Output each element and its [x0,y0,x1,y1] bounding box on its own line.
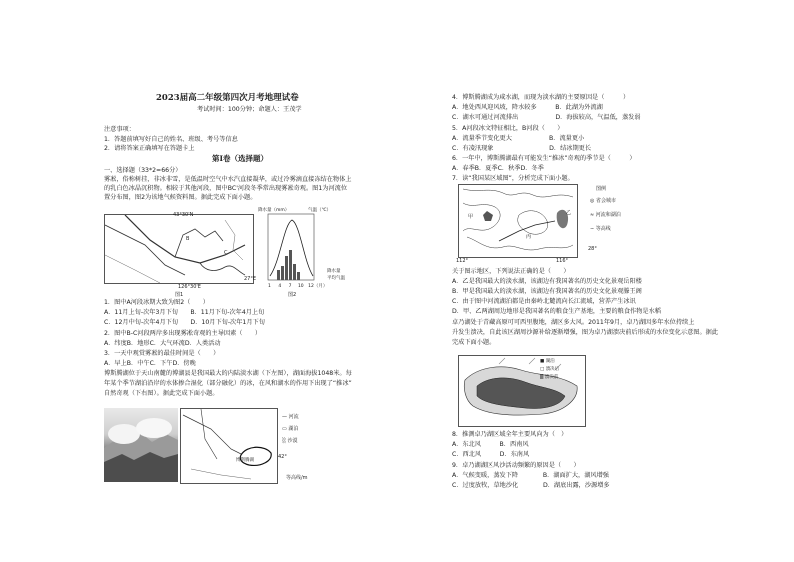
question-line: 8．推测卓乃湖区域全年主要风向为（ ） [452,431,568,438]
figure-caption: 图1 [175,292,184,298]
intro-line: 博斯腾湖位于天山南麓的博湖县是我国最大的内陆淡水湖（下左图），湖面海拔1048米。每 [104,370,352,377]
legend-label: 等高线 [595,226,611,232]
question-line: C．12月中旬-次年4月下旬 D．10月下旬-次年1月下旬 [104,319,265,326]
map-side-label: 27°E [244,276,257,282]
notes-item: 2．请将答案正确填写在答题卡上 [104,145,195,152]
legend-label: 河流和湖泊 [595,212,621,218]
question-line: A．地处西风迎风坡，降水较多 B．此湖为外流湖 [452,104,603,111]
question-line: A．早上B．中午C．下午D．傍晚 [104,360,196,367]
map-latitude-label: 42° [278,454,287,460]
legend-after: □ 溃决后 [540,367,560,372]
map-label-b: B [186,236,190,242]
question-line: A．春季B．夏季C．秋季D．冬季 [452,165,544,172]
legend-label: 沙漠 [287,438,298,444]
page-title: 2023届高二年级第四次月考地理试卷 [156,93,299,103]
map-longitude-label: 112° [456,258,469,264]
question-line: 9．卓乃湖湖区风沙活动频繁的原因是（ ） [452,462,580,469]
zhuonai-lake-map [458,355,586,427]
map-longitude-label: 126°30'E [178,284,201,290]
intro-line: 卓乃湖处于青藏高原可可西里腹地，湖区多大风。2011年9月，卓乃湖因多年水位持续上 [452,319,695,326]
x-tick: 1 [268,284,271,289]
intro-line: 置分布图，图2为该地气候资料图。据此完成下面小题。 [104,194,257,201]
question-line: A．流量季节变化更大 B．流量更小 [452,135,585,142]
lake-label: 博斯腾湖 [236,458,254,463]
legend-title: 图例 [596,186,607,192]
chart-legend-line: 平均气温 [327,276,345,281]
question-line: B．甲是我国最大的淡水湖，该湖边有我国著名的历史文化景观滕王阁 [452,288,642,295]
intro-line: 年某个季节湖泊沿岸的水体掺合湿化（部分融化）的冰，在风和湖水的作用下出现了“推冰” [104,380,352,387]
question-line: 6．一年中，博斯腾湖最有可能发生“推冰”奇观的季节是（ ） [452,155,636,162]
map-longitude-label: 116° [556,258,569,264]
question-line: 7．读“我国某区域图”，分析完成下面小题。 [452,175,574,182]
legend-label: 湖泊 [288,426,299,432]
x-tick: 10 [297,284,304,289]
intro-line: 雾凇，俗称树挂，非冰非雪，是低温时空气中水汽直接凝华，或过冷雾滴直接冻结在物体上 [104,176,352,183]
chart-x-ticks [268,283,327,290]
question-line: 5．A河段冰文特征相比，B河段（ ） [452,125,564,132]
river-location-map [104,214,257,284]
legend-label: 河流 [288,414,299,420]
map-label-jia: 甲 [468,214,474,220]
legend-lake: ■ 湖泊 [540,359,555,364]
intro-line: 的乳白色冰晶沉积物。相较于其他河段，图中BC'河段冬季常出现雾凇奇观。图1为河流位 [104,185,348,192]
question-line: C．有凌汛现象 D．结冰期更长 [452,145,592,152]
intro-line: 完成下面小题。 [452,339,496,346]
legend-contour: ∽ 等高线 [590,226,611,232]
legend-before: ▒ 溃决前 [540,375,559,380]
question-line: A．乙是我国最大的淡水湖，该湖边有我国著名的历史文化景观岳阳楼 [452,278,642,285]
question-line: A．纬度B．地形C．大气环流D．人类活动 [104,340,221,347]
x-tick: 4 [278,284,282,289]
legend-label: 湖泊 [545,359,555,364]
legend-river-lake: ≈ 河流和湖泊 [590,212,621,218]
legend-desert: ░ 沙漠 [282,438,298,444]
intro-line: 升发生溃决，自此该区湖周沙源补给逐渐增强，图为卓乃湖溃决前后形成的水位变化示意图。据此 [452,329,719,336]
map-latitude-label: 28° [588,246,597,252]
question-line: C．由于图中河流湖泊都是由秦岭北麓流向长江流域，营养产生冰讯 [452,298,636,305]
question-line: 3．一天中观赏雾凇的最佳时间是（ ） [104,350,220,357]
legend-lake: ▭ 湖泊 [282,426,299,432]
map-label-c: C [224,250,228,256]
contour-legend: 等高线/m [286,475,308,481]
chart-left-axis-title: 降水量（mm） [258,208,290,213]
section-subtitle: 一、选择题（33*2=66分） [104,167,182,174]
question-line: 1．图中A河段冰期大致为图2（ ） [104,299,209,306]
ice-push-photo [104,408,178,482]
legend-label: 省会城市 [595,198,616,204]
question-line: D．甲、乙两湖周边地形是我国著名的粮食生产基地，主要的粮食作物是水稻 [452,308,661,315]
map-label-yi: 乙 [566,210,572,216]
question-line: 2．图中B-C河段两岸多出现雾凇奇观的主导因素（ ） [104,330,262,337]
bosten-lake-map [180,408,278,484]
legend-city: ◎ 省会城市 [590,198,616,204]
climate-chart [258,206,328,290]
question-line: A．东北风 B．西南风 [452,441,529,448]
region-map [458,184,578,258]
map-latitude-label: 43°30'N [173,212,194,218]
x-tick: 7 [288,284,292,289]
figure-caption: 图2 [288,292,297,298]
legend-label: 溃决前 [544,375,559,380]
notes-heading: 注意事项： [104,126,135,133]
question-line: 关于图示地区，下列说法正确的是（ ） [452,268,570,275]
question-line: A．11月上旬-次年3月下旬 B．11月下旬-次年4月上旬 [104,309,265,316]
legend-river: — 河流 [282,414,299,420]
question-line: 4．博斯腾湖成为咸水湖，而现为淡水湖的主要原因是（ ） [452,94,630,101]
intro-line: 自然奇观（下右图）。据此完成下面小题。 [104,390,219,397]
x-tick: 12（月） [308,284,328,289]
question-line: A．气候变暖，蒸发下降 B．湖面扩大，湖风增强 [452,472,609,479]
chart-legend-bar: 降水量 [327,269,341,274]
chart-right-axis-title: 气温（℃） [308,208,332,213]
legend-label: 溃决后 [545,367,560,372]
question-line: C．过度放牧，草地沙化 D．湖底出露，沙源增多 [452,482,610,489]
question-line: C．西北风 D．东南风 [452,451,530,458]
map-label-bing: 丙 [526,234,532,240]
question-line: C．湖水可通过河流排出 D．海拔较高，气温低，蒸发弱 [452,114,641,121]
section-title: 第Ⅰ卷（选择题） [212,154,269,163]
notes-item: 1．答题前填写好自己的姓名、班级、考号等信息 [104,136,238,143]
exam-subtitle: 考试时间：100分钟；命题人：王茂学 [197,106,302,113]
